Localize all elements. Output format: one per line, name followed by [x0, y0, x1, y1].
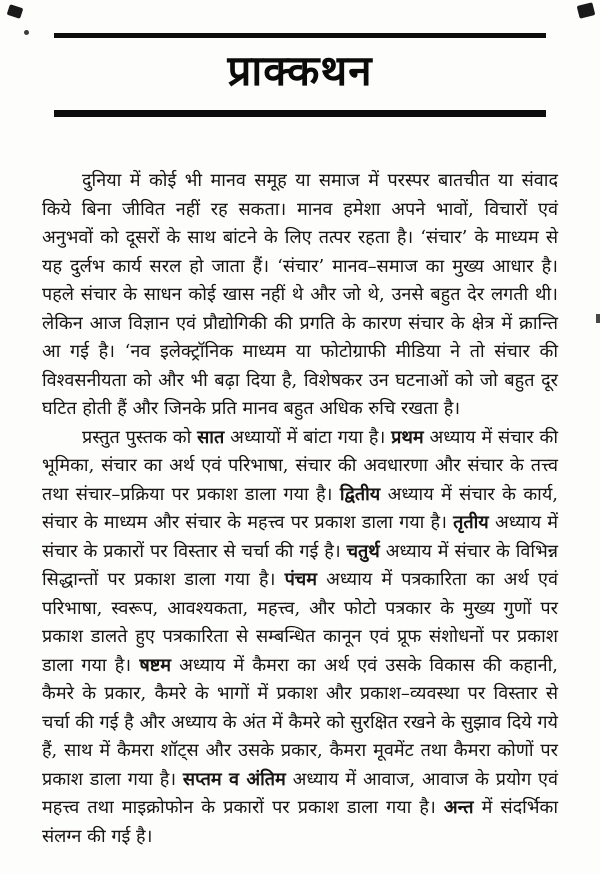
emphasis-text: पंचम — [284, 569, 317, 591]
scan-artifact-right-edge — [596, 314, 600, 323]
body-text: अध्याय में संचार के प्रकारों पर विस्तार से चर्चा की गई है। — [42, 512, 558, 562]
emphasis-text: तृतीय — [453, 512, 489, 534]
body-text: अध्याय में संचार की भूमिका, संचार का अर्थ एवं परिभाषा, संचार की अवधारणा और संचार के तत्त्व तथा संचार–प्रक्रिया पर प्रकाश डाला गया है। — [42, 426, 558, 505]
emphasis-text: सात — [197, 426, 225, 448]
title-rule-top — [54, 33, 546, 38]
body-text: प्रस्तुत पुस्तक को — [82, 426, 198, 448]
paragraph-1 — [42, 167, 558, 424]
preface-body — [0, 167, 600, 851]
emphasis-text: षष्टम — [139, 654, 171, 676]
title-rule-bottom — [54, 110, 546, 117]
body-text: अध्याय में कैमरा का अर्थ एवं उसके विकास की कहानी, कैमरे के प्रकार, कैमरे के भागों में प्रकाश और प्रकाश–व्यवस्था पर विस्तार से चर्चा की गई है और अध्याय के अंत में कैमरे को सुरक्षित रखने के सुझाव दिये गये हैं, साथ में कैमरा शॉट्स और उसके प्रकार, कैमरा मूवमेंट तथा कैमरा कोणों पर प्रकाश डाला गया है। — [42, 654, 558, 790]
emphasis-text: चतुर्थ — [346, 540, 380, 562]
title-block — [0, 0, 600, 117]
body-text: अध्याय में संचार के कार्य, संचार के माध्यम और संचार के महत्त्व पर प्रकाश डाला गया है। — [42, 483, 558, 534]
body-text: अध्यायों में बांटा गया है। — [224, 426, 392, 448]
emphasis-text: द्वितीय — [339, 483, 381, 505]
paragraph-2 — [42, 424, 558, 852]
body-text: अध्याय में आवाज, आवाज के प्रयोग एवं महत्त्व तथा माइक्रोफोन के प्रकारों पर प्रकाश डाला गया है। — [42, 768, 558, 819]
emphasis-text: अन्त — [443, 797, 474, 819]
body-text: अध्याय में संचार के विभिन्न सिद्धान्तों पर प्रकाश डाला गया है। — [42, 540, 558, 591]
page-title: प्राक्कथन — [227, 46, 373, 95]
emphasis-text: प्रथम — [391, 426, 424, 448]
body-text: दुनिया में कोई भी मानव समूह या समाज में परस्पर बातचीत या संवाद किये बिना जीवित नहीं रह सकता। मानव हमेशा अपने भावों, विचारों एवं अनुभवों को दूसरों के साथ बांटने के लिए तत्पर रहता है। ‘संचार’ के माध्यम से यह दुर्लभ कार्य सरल हो जाता हैं। ‘संचार’ मानव–समाज का मुख्य आधार है। पहले संचार के साधन कोई खास नहीं थे और जो थे, उनसे बहुत देर लगती थी। लेकिन आज विज्ञान एवं प्रौद्योगिकी की प्रगति के कारण संचार के क्षेत्र में क्रान्ति आ गई है। ‘नव इलेक्ट्रॉनिक माध्यम या फोटोग्राफी मीडिया ने तो संचार की विश्वसनीयता को और भी बढ़ा दिया है, विशेषकर उन घटनाओं को जो बहुत दूर घटित होती हैं और जिनके प्रति मानव बहुत अधिक रुचि रखता है। — [42, 170, 558, 420]
scan-artifact-top-left-2 — [24, 30, 29, 35]
emphasis-text: सप्तम व अंतिम — [182, 768, 286, 790]
body-text: अध्याय में पत्रकारिता का अर्थ एवं परिभाषा, स्वरूप, आवश्यकता, महत्त्व, और फोटो पत्रकार के मुख्य गुणों पर प्रकाश डालते हुए पत्रकारिता से सम्बन्धित कानून एवं प्रूफ संशोधनों पर प्रकाश डाला गया है। — [42, 569, 558, 676]
body-text: में संदर्भिका संलग्न की गई है। — [42, 797, 558, 847]
